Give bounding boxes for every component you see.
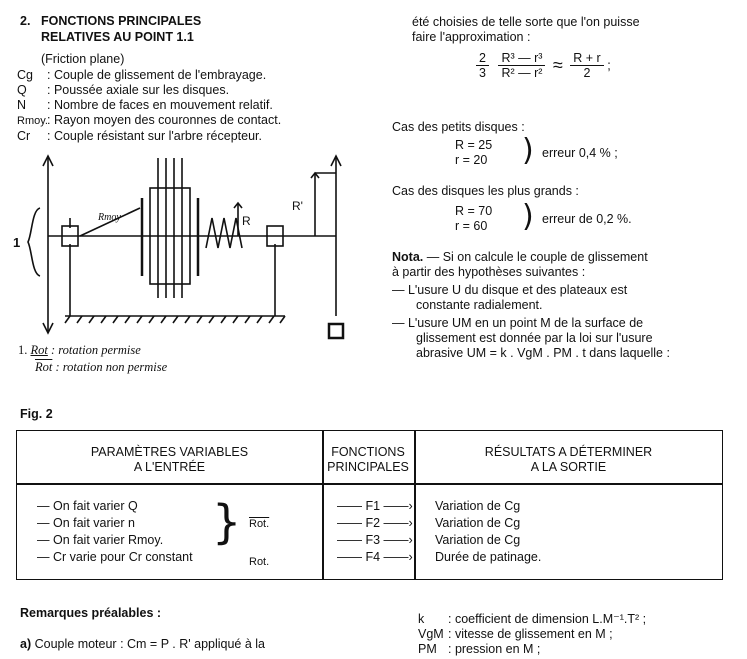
- bullet-item: — L'usure U du disque et des plateaux est: [392, 283, 628, 297]
- definition-row: Q : Poussée axiale sur les disques.: [17, 83, 230, 97]
- function-column: —— F1 ——› —— F2 ——› —— F3 ——› —— F4 ——›: [337, 499, 413, 564]
- definition-row: Cg : Couple de glissement de l'embrayage.: [17, 68, 267, 82]
- r-prime-label: R': [292, 199, 303, 213]
- big-disks-title: Cas des disques les plus grands :: [392, 184, 579, 198]
- definition-row: PM : pression en M ;: [418, 642, 541, 656]
- intro-line: été choisies de telle sorte que l'on puisse: [412, 15, 640, 29]
- small-disks-R: R = 25: [455, 138, 493, 152]
- definition-row: Cr : Couple résistant sur l'arbre récepteur.: [17, 129, 262, 143]
- rmoy-label: Rmoy: [98, 212, 121, 223]
- big-disks-R: R = 70: [455, 204, 493, 218]
- nota-label: Nota.: [392, 250, 424, 264]
- definition-row: k : coefficient de dimension L.M⁻¹.T² ;: [418, 612, 647, 626]
- small-disks-brace: ): [522, 133, 534, 168]
- result-column: Variation de Cg Variation de Cg Variation de Cg Durée de patinage.: [435, 499, 542, 564]
- small-disks-error: erreur 0,4 % ;: [542, 146, 618, 160]
- table-row: — On fait varier n: [37, 516, 135, 530]
- definition-row: N : Nombre de faces en mouvement relatif.: [17, 98, 273, 112]
- figure-label: Fig. 2: [20, 407, 53, 421]
- section-title-line1: FONCTIONS PRINCIPALES: [41, 14, 202, 28]
- clutch-diagram: [10, 148, 355, 348]
- variable-definitions: [418, 612, 646, 657]
- header-results: RÉSULTATS A DÉTERMINER A LA SORTIE: [484, 445, 653, 474]
- r-label: R: [242, 214, 251, 228]
- table-row: — On fait varier Q: [37, 499, 138, 513]
- remarks-title: Remarques préalables :: [20, 606, 162, 620]
- big-disks-r: r = 60: [455, 219, 488, 233]
- right-column: [412, 15, 722, 45]
- nota-block: Nota. — Si on calcule le couple de glissement à partir des hypothèses suivantes : — L'usure U du disque et des plateaux est constante radialement. — L'usure UM en un point M de la surface de glissement est donnée par la loi sur l'usure abrasive UM = k . VgM . PM . t dans laquelle :: [392, 250, 722, 361]
- friction-note: (Friction plane): [41, 52, 125, 66]
- bullet-item: — L'usure UM en un point M de la surface de: [392, 316, 644, 330]
- params-brace: }: [212, 495, 242, 549]
- header-params: PARAMÈTRES VARIABLES A L'ENTRÉE: [90, 445, 249, 474]
- big-disks-brace: ): [522, 199, 534, 234]
- section-number: 2.: [20, 14, 31, 28]
- definitions-list: [17, 68, 281, 144]
- big-disks-error: erreur de 0,2 %.: [542, 212, 632, 226]
- approximation-formula: $\frac{2}{3}$ $\frac{\text{R³ — r³}}{\text{R² — r²}}$ ≈ $\frac{R + r}{2}$ ;: [476, 51, 611, 80]
- small-disks-r: r = 20: [455, 153, 488, 167]
- section-title-line2: RELATIVES AU POINT 1.1: [41, 30, 194, 44]
- definition-row: VgM : vitesse de glissement en M ;: [418, 627, 613, 641]
- remark-a: a) Couple moteur : Cm = P . R' appliqué à la: [20, 637, 266, 651]
- table-row: — On fait varier Rmoy.: [37, 533, 164, 547]
- rot-label: Rot.: [249, 556, 270, 568]
- header-functions: FONCTIONS PRINCIPALES: [327, 445, 409, 474]
- footnote-rotation-forbidden: $\overline{Rot}$ : rotation non permise: [35, 360, 168, 374]
- param-column: [37, 499, 193, 565]
- small-disks-title: Cas des petits disques :: [392, 120, 525, 134]
- table-divider: [17, 483, 722, 485]
- table-row: — Cr varie pour Cr constant: [37, 550, 193, 564]
- intro-line: faire l'approximation :: [412, 30, 531, 44]
- definition-row: Rmoy.: Rayon moyen des couronnes de contact.: [17, 113, 282, 127]
- callout-1-label: 1: [13, 235, 21, 250]
- footnote-rotation-allowed: 1. Rot : rotation permise: [18, 343, 141, 357]
- functions-table: [16, 430, 723, 580]
- rot-label-overline: Rot.: [249, 518, 270, 530]
